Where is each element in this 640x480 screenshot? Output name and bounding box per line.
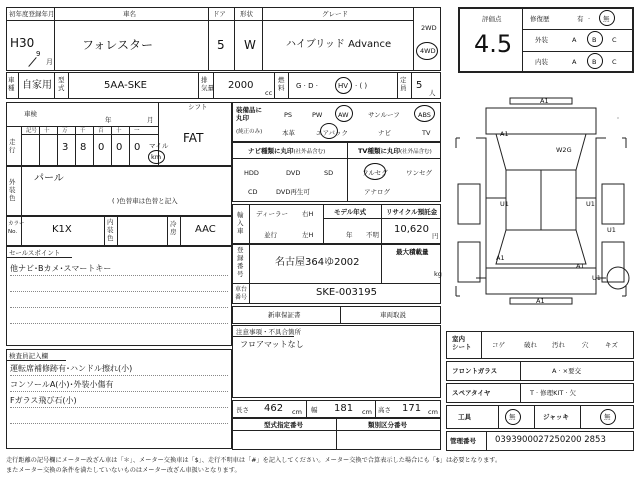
odometer-header: 百 xyxy=(98,128,104,134)
score-label: 評価点 xyxy=(482,15,502,23)
ac: AAC xyxy=(195,224,216,235)
inspector-label: 検査員記入欄 xyxy=(9,352,48,360)
width-label: 幅 xyxy=(311,406,318,414)
mgmt-label: 管理番号 xyxy=(450,437,476,445)
max-load-unit: kg xyxy=(434,270,442,278)
color-label: 外 装 色 xyxy=(9,178,16,202)
interior-color-label: 内 装 色 xyxy=(107,218,114,242)
tools-label: 工具 xyxy=(458,413,471,421)
shaken-label: 車検 xyxy=(24,110,37,118)
height: 171 xyxy=(402,403,422,414)
model: 5AA-SKE xyxy=(104,80,147,91)
fuel-rest: · ( ) xyxy=(355,82,368,90)
front-glass-label: フロントガラス xyxy=(452,367,498,375)
equip-ps: PS xyxy=(284,111,293,119)
jack: 無 xyxy=(604,413,611,421)
seat-hole: 穴 xyxy=(582,341,589,349)
import-left: 左H xyxy=(302,231,314,239)
odometer-digit: 0 xyxy=(116,142,123,153)
repair-yes: 有 xyxy=(577,15,584,23)
import-dealer: ディーラー xyxy=(256,210,288,218)
color-note: ( )色替車は色替と記入 xyxy=(112,197,178,205)
exterior-b: B xyxy=(592,36,597,44)
diagram-mark-4: U1 xyxy=(500,200,509,208)
interior-label: 内装 xyxy=(535,58,548,66)
mileage-label: 走 行 xyxy=(9,138,16,154)
width-unit: cm xyxy=(362,408,372,416)
grade-label: グレード xyxy=(322,10,348,18)
max-load-label: 最大積載量 xyxy=(396,248,429,256)
registration: 名古屋364ゆ2002 xyxy=(275,257,360,268)
tv-analog: アナログ xyxy=(364,188,390,196)
doc-warranty: 新車保証書 xyxy=(268,311,301,319)
drive-2wd: 2WD xyxy=(421,24,437,32)
front-glass: A · ×要交 xyxy=(552,367,582,375)
equip-airbag: エアバック xyxy=(316,129,348,137)
inspector-line-3: Fガラス飛び石(小) xyxy=(10,396,77,405)
interior-a: A xyxy=(572,58,577,66)
seat-scratch: キズ xyxy=(605,341,618,349)
drive-4wd: 4WD xyxy=(420,47,436,55)
car-condition-diagram xyxy=(446,78,636,326)
color-code: K1X xyxy=(52,224,72,235)
sales-point-text: 他ナビ･Bカメ･スマートキー xyxy=(10,264,112,273)
car-name: フォレスター xyxy=(82,38,154,52)
doors-label: ドア xyxy=(213,10,226,18)
reg-type-label: 車 種 xyxy=(8,76,15,92)
odometer-header: 十 xyxy=(44,128,50,134)
tv-title: TV種類に丸印(社外品含む) xyxy=(358,147,432,155)
doors: 5 xyxy=(217,38,225,52)
registration-label: 登 録 番 号 xyxy=(237,246,244,278)
shift: FAT xyxy=(183,131,204,145)
seat-burn: コゲ xyxy=(492,341,505,349)
model-label: 型 式 xyxy=(58,76,65,92)
repair-label: 修復歴 xyxy=(530,15,550,23)
diagram-mark-1: A1 xyxy=(540,97,549,105)
reg-type: 自家用 xyxy=(22,80,52,91)
exterior-label: 外装 xyxy=(535,36,548,44)
model-year-unknown: 不明 xyxy=(366,231,379,239)
displacement-unit: cc xyxy=(265,89,273,97)
diagram-mark-8: A1 xyxy=(576,262,585,270)
sales-point-label: セールスポイント xyxy=(9,249,61,257)
class-number-label: 類別区分番号 xyxy=(368,421,407,429)
import-right: 右H xyxy=(302,210,314,218)
interior-c: C xyxy=(612,58,617,66)
diagram-mark-3: W2G xyxy=(556,146,572,154)
notes-label: 注意事項・不具合箇所 xyxy=(236,328,301,336)
shape: W xyxy=(244,38,256,52)
grade: ハイブリッド Advance xyxy=(286,39,392,50)
shaken-year-unit: 年 xyxy=(105,116,112,124)
notes-text: フロアマットなし xyxy=(240,340,304,349)
tools: 無 xyxy=(509,413,516,421)
sales-point-box xyxy=(6,246,232,346)
seat-tear: 破れ xyxy=(524,341,537,349)
model-year-label: モデル年式 xyxy=(334,208,367,216)
first-reg-label: 初年度登録年月 xyxy=(9,10,55,18)
equip-sunroof: サンルーフ xyxy=(368,111,400,119)
spec-row xyxy=(6,72,441,99)
navi-dvd: DVD xyxy=(286,169,301,177)
odometer-header: 万 xyxy=(62,128,68,134)
inspector-line-1: 運転席補修跡有･ハンドル擦れ(小) xyxy=(10,364,133,373)
odometer-header: 一 xyxy=(134,128,140,134)
diagram-mark-5: U1 xyxy=(586,200,595,208)
shape-label: 形状 xyxy=(240,10,253,18)
equip-navi: ナビ xyxy=(378,129,391,137)
first-reg-month-unit: 月 xyxy=(46,58,53,66)
color-code-label: カラー No. xyxy=(8,221,25,235)
length: 462 xyxy=(264,403,284,414)
displacement-label: 排 気量 xyxy=(201,76,214,92)
exterior-c: C xyxy=(612,36,617,44)
spare-tire-label: スペアタイヤ xyxy=(452,389,491,397)
navi-cd: CD xyxy=(248,188,258,196)
diagram-mark-7: A1 xyxy=(496,254,505,262)
odometer-header: 十 xyxy=(116,128,122,134)
shift-label: シフト xyxy=(188,103,208,111)
interior-seat-label: 室内 シート xyxy=(452,335,472,351)
footer-line-1: 走行距離の記号欄にメーター改ざん車は「＊」、メーター交換車は「$」、走行不明車は「#」を記入してください。メーター交換で合算表示した場合にも「$」は必要となります。 xyxy=(6,457,502,464)
shaken-month-unit: 月 xyxy=(147,116,154,124)
width: 181 xyxy=(334,403,354,414)
first-reg-month: 9 xyxy=(36,50,41,58)
seat-stain: 汚れ xyxy=(552,341,565,349)
recycle-unit: 円 xyxy=(432,232,439,240)
interior-b: B xyxy=(592,58,597,66)
vin: SKE-003195 xyxy=(316,287,378,298)
docs-box xyxy=(232,306,441,324)
odometer-digit: 3 xyxy=(62,142,69,153)
mgmt-number: 0393900027250200 2853 xyxy=(495,435,606,445)
ac-label: 冷 房 xyxy=(170,220,177,236)
height-unit: cm xyxy=(428,408,438,416)
diagram-mark-10: A1 xyxy=(536,297,545,305)
displacement: 2000 xyxy=(228,80,254,91)
tv-fullseg: フルセグ xyxy=(362,169,388,177)
odometer-digit: 0 xyxy=(98,142,105,153)
km-label: km xyxy=(151,153,162,161)
equip-pw: PW xyxy=(312,111,323,119)
height-label: 高さ xyxy=(378,406,391,414)
inspector-line-2: コンソールA(小)･外装小傷有 xyxy=(10,380,114,389)
odometer-digit: 8 xyxy=(80,142,87,153)
fuel-options: G · D · xyxy=(296,82,318,90)
equipment-sub-label: (純正のみ) xyxy=(236,129,263,135)
navi-dvd-play: DVD再生可 xyxy=(276,188,310,196)
exterior-a: A xyxy=(572,36,577,44)
capacity-label: 定 員 xyxy=(400,76,407,92)
score-value: 4.5 xyxy=(474,30,513,58)
tv-oneseg: ワンセグ xyxy=(406,169,432,177)
fuel-label: 燃 料 xyxy=(278,76,285,92)
equip-tv: TV xyxy=(422,129,431,137)
navi-hdd: HDD xyxy=(244,169,259,177)
length-label: 長さ xyxy=(236,406,249,414)
import-parallel: 並行 xyxy=(264,231,277,239)
navi-title: ナビ種類に丸印(社外品含む) xyxy=(248,147,326,155)
import-label: 輸 入 車 xyxy=(237,211,244,235)
exterior-color: パール xyxy=(34,173,64,184)
fuel-selected: HV xyxy=(338,82,349,90)
equip-leather: 本革 xyxy=(282,129,295,137)
capacity: 5 xyxy=(416,80,423,91)
navi-sd: SD xyxy=(324,169,334,177)
recycle: 10,620 xyxy=(394,224,429,235)
car-name-label: 車名 xyxy=(123,10,136,18)
odometer-digit: 0 xyxy=(134,142,141,153)
equipment-label: 装備品に 丸印 xyxy=(236,106,262,122)
equip-abs: ABS xyxy=(418,111,431,119)
doc-manual: 車両取説 xyxy=(380,311,406,319)
model-year-year: 年 xyxy=(346,231,353,239)
capacity-unit: 人 xyxy=(429,89,436,97)
jack-label: ジャッキ xyxy=(543,413,569,421)
repair-no: 無 xyxy=(603,15,610,23)
diagram-mark-2: A1 xyxy=(500,130,509,138)
odometer-header: 記号 xyxy=(26,128,38,134)
first-reg-year: H30 xyxy=(10,36,35,50)
recycle-label: リサイクル預託金 xyxy=(386,208,438,216)
equip-aw: AW xyxy=(338,111,349,119)
diagram-mark-9: U1 xyxy=(592,274,601,282)
diagram-mark-6: U1 xyxy=(607,226,616,234)
type-number-label: 型式指定番号 xyxy=(264,421,303,429)
odometer-header: 千 xyxy=(80,128,86,134)
mile-label: マイル xyxy=(149,142,169,150)
spare-tire: T · 修理KIT · 欠 xyxy=(530,389,577,397)
vin-label: 車台 番号 xyxy=(235,286,248,301)
length-unit: cm xyxy=(292,408,302,416)
footer-line-2: またメーター交換の条件を満たしていないものはメーター改ざん車扱いとなります。 xyxy=(6,467,241,474)
